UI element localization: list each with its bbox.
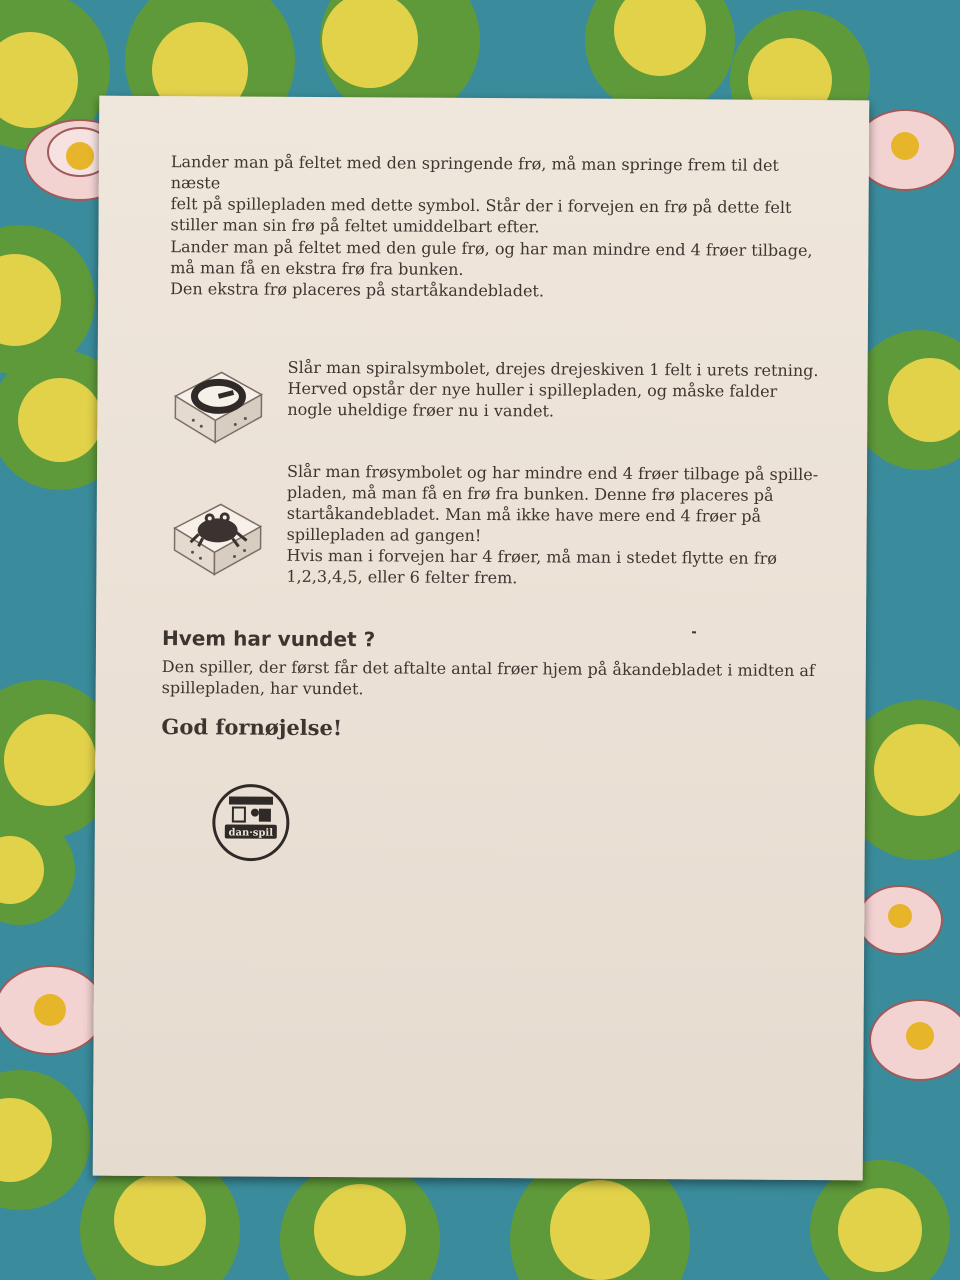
print-speck: [692, 631, 696, 633]
dan-spil-logo: [211, 782, 291, 862]
spiral-die-icon: [163, 354, 274, 455]
frog-die-icon: [162, 486, 273, 587]
rules-sheet: [93, 96, 870, 1181]
winner-text: Den spiller, der først får det aftalte antal frøer hjem på åkandebladet i midten af spillepladen, har vundet.: [161, 657, 815, 699]
logo-text: dan·spil: [228, 827, 274, 839]
rule-frog-symbol: Slår man frøsymbolet og har mindre end 4 frøer tilbage på spille- pladen, må man få en frø fra bunken. Denne frø placeres på startåkandebladet. Man må ikke have mere end 4 frøer på spillepladen ad gangen! Hvis man i forvejen har 4 frøer, må man i stedet flytte en frø 1,2,3,4,5, eller 6 felter frem.: [286, 461, 819, 588]
closing-text: God fornøjelse!: [161, 714, 343, 741]
rule-spiral-symbol: Slår man spiralsymbolet, drejes drejeskiven 1 felt i urets retning. Herved opstår der nye huller i spillepladen, og måske falder nogle uheldige frøer nu i vandet.: [287, 357, 819, 421]
winner-heading: Hvem har vundet ?: [161, 626, 376, 652]
rule-yellow-frog: Lander man på feltet med den gule frø, og har man mindre end 4 frøer tilbage, må man få en ekstra frø fra bunken. Den ekstra frø placeres på startåkandebladet.: [170, 237, 813, 301]
rule-jumping-frog: Lander man på feltet med den springende frø, må man springe frem til det næste felt på spillepladen med dette symbol. Står der i forvejen en frø på dette felt stiller man sin frø på feltet umiddelbart efter.: [170, 152, 792, 237]
